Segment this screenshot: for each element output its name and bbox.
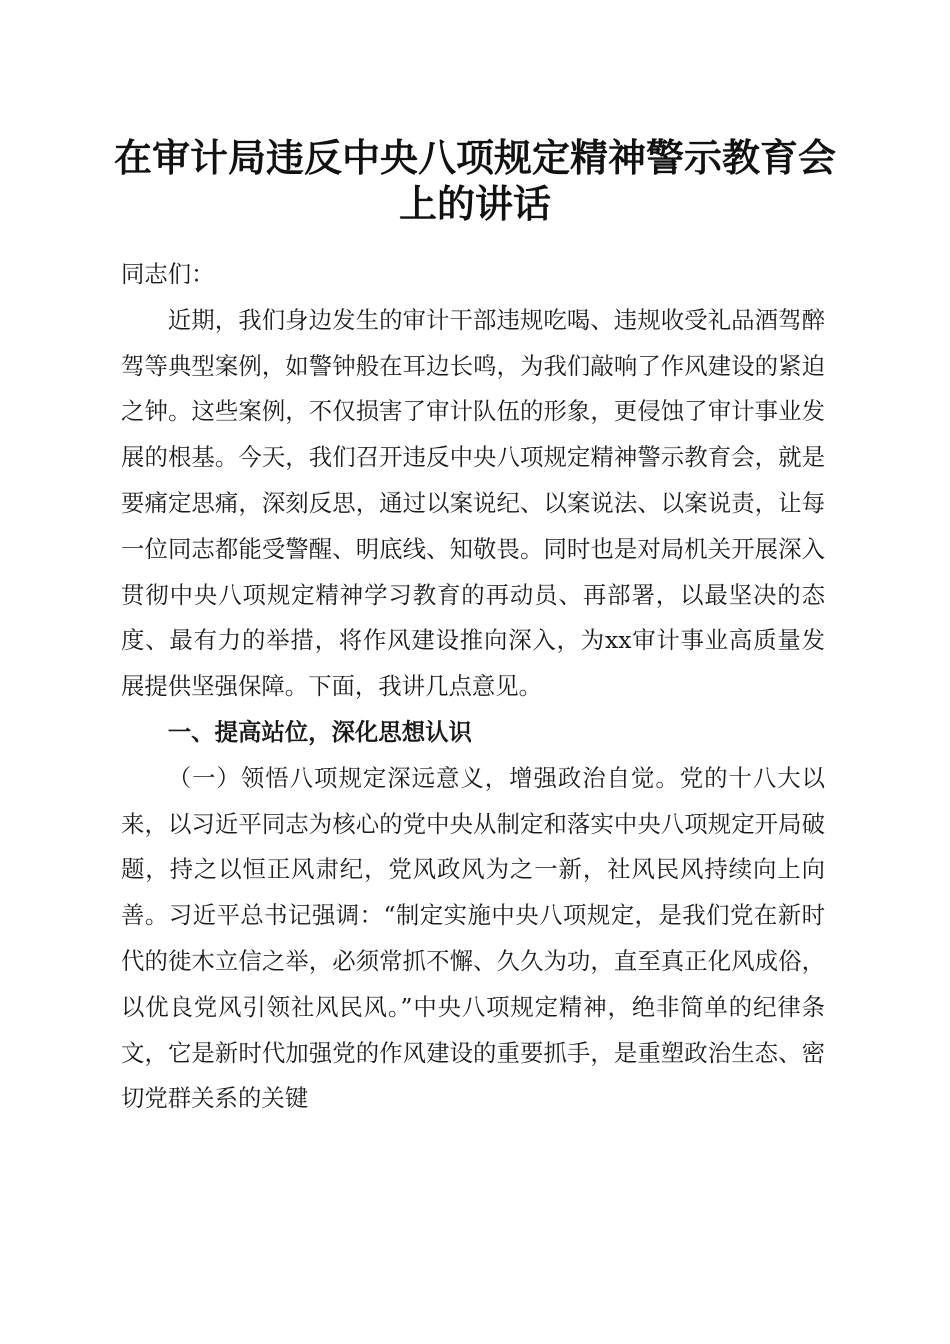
opening-paragraph: 近期，我们身边发生的审计干部违规吃喝、违规收受礼品酒驾醉驾等典型案例，如警钟般在耳边长鸣，为我们敲响了作风建设的紧迫之钟。这些案例，不仅损害了审计队伍的形象，更侵蚀了审计事业发展的根基。今天，我们召开违反中央八项规定精神警示教育会，就是要痛定思痛，深刻反思，通过以案说纪、以案说法、以案说责，让每一位同志都能受警醒、明底线、知敬畏。同时也是对局机关开展深入贯彻中央八项规定精神学习教育的再动员、再部署，以最坚决的态度、最有力的举措，将作风建设推向深入，为xx审计事业高质量发展提供坚强保障。下面，我讲几点意见。: [121, 305, 825, 701]
section-heading: 一、提高站位，深化思想认识: [167, 717, 472, 746]
salutation: 同志们：: [121, 260, 215, 288]
subsection-title: （一）领悟八项规定深远意义，增强政治自觉。: [167, 763, 680, 792]
document-title: 在审计局违反中央八项规定精神警示教育会上的讲话: [113, 135, 836, 226]
document-body: [121, 252, 825, 1122]
subsection-paragraph: [121, 756, 825, 1122]
subsection-text: 党的十八大以来，以习近平同志为核心的党中央从制定和落实中央八项规定开局破题，持之以恒正风肃纪，党风政风为之一新，社风民风持续向上向善。习近平总书记强调：“制定实施中央八项规定，是我们党在新时代的徙木立信之举，必须常抓不懈、久久为功，直至真正化风成俗，以优良党风引领社风民风。”中央八项规定精神，绝非简单的纪律条文，它是新时代加强党的作风建设的重要抓手，是重塑政治生态、密切党群关系的关键: [121, 763, 826, 1113]
